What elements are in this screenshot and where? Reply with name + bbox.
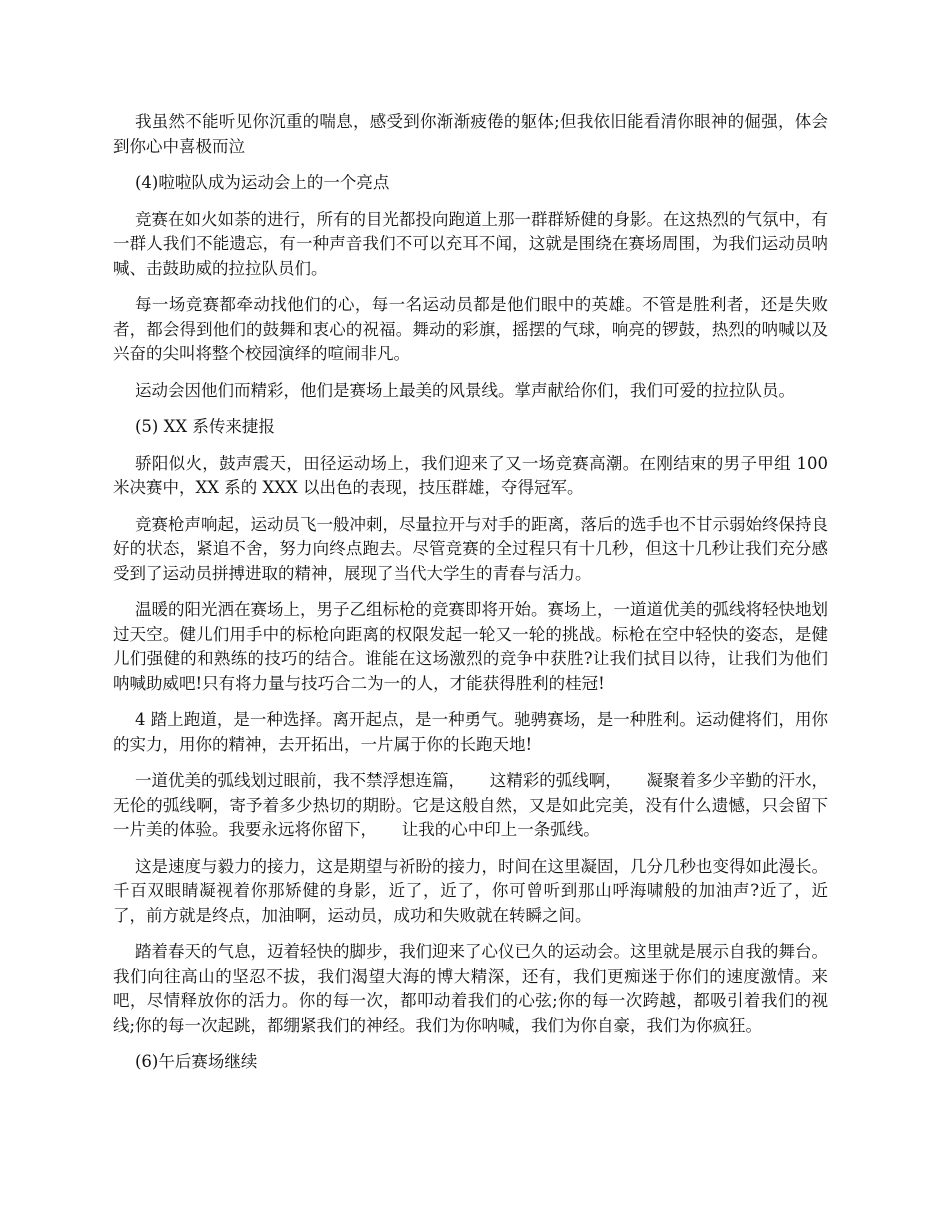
paragraph-3: 每一场竞赛都牵动找他们的心，每一名运动员都是他们眼中的英雄。不管是胜利者，还是失败者，都会得到他们的鼓舞和衷心的祝福。舞动的彩旗，摇摆的气球，响亮的锣鼓，热烈的呐喊以及兴奋的尖叫将整个校园演绎的喧闹非凡。 [113,295,828,363]
paragraph-7: 温暖的阳光洒在赛场上，男子乙组标枪的竞赛即将开始。赛场上，一道道优美的弧线将轻快地划过天空。健儿们用手中的标枪向距离的权限发起一轮又一轮的挑战。标枪在空中轻快的姿态，是健儿们强健的和熟练的技巧的结合。谁能在这场激烈的竞争中获胜?让我们拭目以待，让我们为他们呐喊助威吧!只有将力量与技巧合二为一的人，才能获得胜利的桂冠! [113,600,828,693]
paragraph-11: 踏着春天的气息，迈着轻快的脚步，我们迎来了心仪已久的运动会。这里就是展示自我的舞台。我们向往高山的坚忍不拔，我们渴望大海的博大精深，还有，我们更痴迷于你们的速度激情。来吧，尽情释放你的活力。你的每一次，都叩动着我们的心弦;你的每一次跨越，都吸引着我们的视线;你的每一次起跳，都绷紧我们的神经。我们为你呐喊，我们为你自豪，我们为你疯狂。 [113,942,828,1035]
paragraph-9: 一道优美的弧线划过眼前，我不禁浮想连篇， 这精彩的弧线啊， 凝聚着多少辛勤的汗水，无伦的弧线啊，寄予着多少热切的期盼。它是这般自然，又是如此完美，没有什么遗憾，只会留下一片美的体验。我要永远将你留下， 让我的心中印上一条弧线。 [113,771,828,839]
paragraph-1: 我虽然不能听见你沉重的喘息，感受到你渐渐疲倦的躯体;但我依旧能看清你眼神的倔强，体会到你心中喜极而泣 [113,112,828,156]
paragraph-6: 竞赛枪声响起，运动员飞一般冲刺，尽量拉开与对手的距离，落后的选手也不甘示弱始终保持良好的状态，紧追不舍，努力向终点跑去。尽管竞赛的全过程只有十几秒，但这十几秒让我们充分感受到了运动员拼搏进取的精神，展现了当代大学生的青春与活力。 [113,514,828,583]
paragraph-5: 骄阳似火，鼓声震天，田径运动场上，我们迎来了又一场竞赛高潮。在刚结束的男子甲组 100 米决赛中，XX 系的 XXX 以出色的表现，技压群雄，夺得冠军。 [113,453,834,497]
paragraph-8: 4 踏上跑道，是一种选择。离开起点，是一种勇气。驰骋赛场，是一种胜利。运动健将们，用你的实力，用你的精神，去开拓出，一片属于你的长跑天地! [113,710,828,754]
section-heading-5: (5) XX 系传来捷报 [135,417,275,436]
paragraph-10: 这是速度与毅力的接力，这是期望与祈盼的接力，时间在这里凝固，几分几秒也变得如此漫长。千百双眼睛凝视着你那矫健的身影，近了，近了，你可曾听到那山呼海啸般的加油声?近了，近了，前方就是终点，加油啊，运动员，成功和失败就在转瞬之间。 [113,856,828,925]
section-heading-6: (6)午后赛场继续 [135,1052,258,1071]
paragraph-2: 竞赛在如火如荼的进行，所有的目光都投向跑道上那一群群矫健的身影。在这热烈的气氛中，有一群人我们不能遗忘，有一种声音我们不可以充耳不闻，这就是围绕在赛场周围，为我们运动员呐喊、击鼓助威的拉拉队员们。 [113,209,828,278]
section-heading-4: (4)啦啦队成为运动会上的一个亮点 [135,173,390,192]
paragraph-4: 运动会因他们而精彩，他们是赛场上最美的风景线。掌声献给你们，我们可爱的拉拉队员。 [135,380,795,400]
document-page [113,110,834,1087]
